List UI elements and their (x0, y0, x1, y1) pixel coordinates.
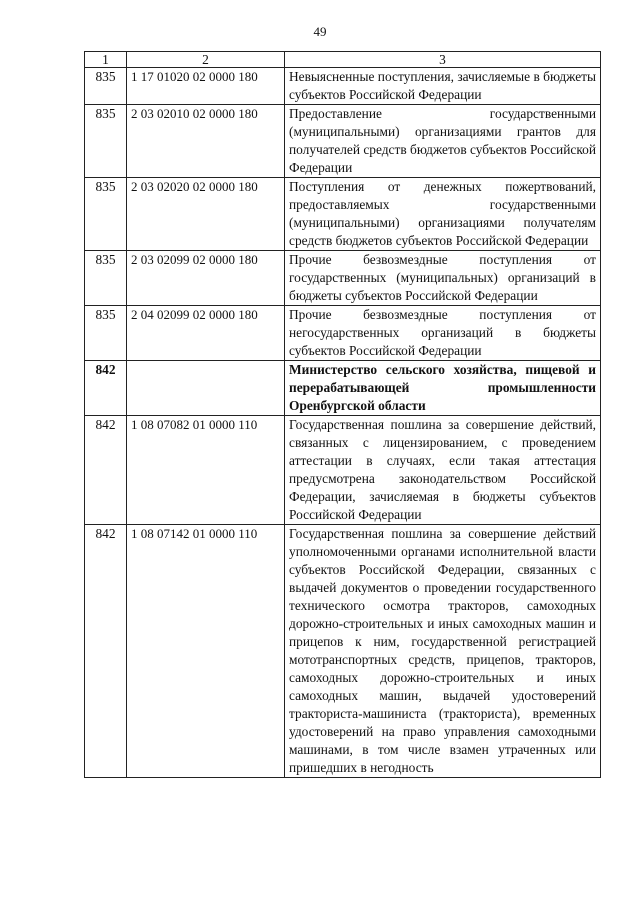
revenue-name: Невыясненные поступления, зачисляемые в бюджеты субъектов Российской Федерации (285, 68, 601, 105)
budget-classification-code: 1 08 07082 01 0000 110 (127, 416, 285, 525)
revenue-name: Государственная пошлина за совершение действий уполномоченными органами исполнительной власти субъектов Российской Федерации, связанных с выдачей документов о проведении государственного технического осмотра тракторов, самоходных дорожно-строительных и иных самоходных машин и прицепов к ним, государственной регистрацией мототранспортных средств, прицепов, тракторов, самоходных дорожно-строительных и иных самоходных машин, выдачей удостоверений тракториста-машиниста (тракториста), временных удостоверений на право управления самоходными машинами, в том числе взамен утраченных или пришедших в негодность (285, 525, 601, 778)
table-row (85, 105, 601, 178)
column-header-3: 3 (285, 52, 601, 68)
budget-classification-code: 1 08 07142 01 0000 110 (127, 525, 285, 778)
budget-codes-table (84, 51, 601, 778)
administrator-code: 842 (85, 361, 127, 416)
administrator-code: 835 (85, 68, 127, 105)
page-number: 49 (313, 24, 327, 39)
revenue-name: Прочие безвозмездные поступления от государственных (муниципальных) организаций в бюджеты субъектов Российской Федерации (285, 251, 601, 306)
budget-classification-code: 2 04 02099 02 0000 180 (127, 306, 285, 361)
table-row (85, 306, 601, 361)
table-row (85, 251, 601, 306)
ministry-heading-row (85, 361, 601, 416)
administrator-code: 835 (85, 178, 127, 251)
budget-classification-code: 1 17 01020 02 0000 180 (127, 68, 285, 105)
administrator-code: 835 (85, 105, 127, 178)
revenue-name: Прочие безвозмездные поступления от негосударственных организаций в бюджеты субъектов Российской Федерации (285, 306, 601, 361)
table-row (85, 525, 601, 778)
budget-classification-code: 2 03 02010 02 0000 180 (127, 105, 285, 178)
column-header-2: 2 (127, 52, 285, 68)
administrator-code: 842 (85, 525, 127, 778)
ministry-name: Министерство сельского хозяйства, пищевой и перерабатывающей промышленности Оренбургской области (285, 361, 601, 416)
budget-classification-code: 2 03 02099 02 0000 180 (127, 251, 285, 306)
administrator-code: 835 (85, 251, 127, 306)
column-header-1: 1 (85, 52, 127, 68)
revenue-name: Поступления от денежных пожертвований, предоставляемых государственными (муниципальными) организациями получателям средств бюджетов субъектов Российской Федерации (285, 178, 601, 251)
administrator-code: 842 (85, 416, 127, 525)
table-row (85, 178, 601, 251)
table-header-row (85, 52, 601, 68)
revenue-name: Государственная пошлина за совершение действий, связанных с лицензированием, с проведением аттестации в случаях, если такая аттестация предусмотрена законодательством Российской Федерации, зачисляемая в бюджеты субъектов Российской Федерации (285, 416, 601, 525)
revenue-name: Предоставление государственными (муниципальными) организациями грантов для получателей средств бюджетов субъектов Российской Федерации (285, 105, 601, 178)
budget-classification-code (127, 361, 285, 416)
budget-classification-code: 2 03 02020 02 0000 180 (127, 178, 285, 251)
table-row (85, 68, 601, 105)
administrator-code: 835 (85, 306, 127, 361)
table-row (85, 416, 601, 525)
